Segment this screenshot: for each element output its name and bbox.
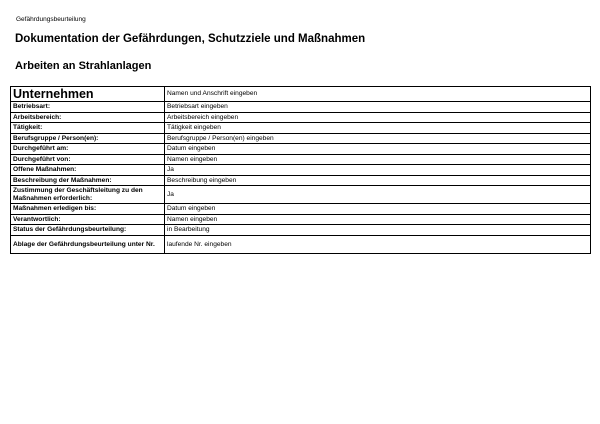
row-label: Ablage der Gefährdungsbeurteilung unter Nr.: [11, 235, 165, 253]
table-row: [11, 123, 591, 134]
table-row: [11, 186, 591, 204]
row-label: Durchgeführt am:: [11, 144, 165, 155]
company-value-field[interactable]: Namen und Anschrift eingeben: [165, 87, 591, 102]
row-value-field[interactable]: Datum eingeben: [165, 144, 591, 155]
row-label: Durchgeführt von:: [11, 154, 165, 165]
row-label: Berufsgruppe / Person(en):: [11, 133, 165, 144]
row-value-field[interactable]: Namen eingeben: [165, 154, 591, 165]
table-row: [11, 214, 591, 225]
row-value-field[interactable]: Datum eingeben: [165, 204, 591, 215]
row-label: Arbeitsbereich:: [11, 112, 165, 123]
row-label: Tätigkeit:: [11, 123, 165, 134]
table-row: [11, 133, 591, 144]
table-header-row: [11, 87, 591, 102]
row-value-field[interactable]: Berufsgruppe / Person(en) eingeben: [165, 133, 591, 144]
table-row: [11, 235, 591, 253]
row-value-field[interactable]: Tätigkeit eingeben: [165, 123, 591, 134]
row-value-field[interactable]: Beschreibung eingeben: [165, 175, 591, 186]
table-row: [11, 165, 591, 176]
row-value-field[interactable]: Namen eingeben: [165, 214, 591, 225]
row-label: Verantwortlich:: [11, 214, 165, 225]
table-row: [11, 175, 591, 186]
row-value-field[interactable]: Ja: [165, 186, 591, 204]
row-value-field[interactable]: Betriebsart eingeben: [165, 102, 591, 113]
table-row: [11, 204, 591, 215]
company-heading: Unternehmen: [11, 87, 165, 102]
table-row: [11, 154, 591, 165]
row-label: Zustimmung der Geschäftsleitung zu den Maßnahmen erforderlich:: [11, 186, 165, 204]
table-row: [11, 225, 591, 236]
row-value-field[interactable]: Arbeitsbereich eingeben: [165, 112, 591, 123]
row-value-field[interactable]: in Bearbeitung: [165, 225, 591, 236]
document-title: Dokumentation der Gefährdungen, Schutzziele und Maßnahmen: [15, 33, 366, 45]
table-row: [11, 102, 591, 113]
row-label: Beschreibung der Maßnahmen:: [11, 175, 165, 186]
table-row: [11, 144, 591, 155]
table-row: [11, 112, 591, 123]
row-label: Offene Maßnahmen:: [11, 165, 165, 176]
row-value-field[interactable]: laufende Nr. eingeben: [165, 235, 591, 253]
row-label: Status der Gefährdungsbeurteilung:: [11, 225, 165, 236]
row-label: Betriebsart:: [11, 102, 165, 113]
row-label: Maßnahmen erledigen bis:: [11, 204, 165, 215]
row-value-field[interactable]: Ja: [165, 165, 591, 176]
document-header: Gefährdungsbeurteilung: [16, 16, 86, 23]
company-info-table: [10, 86, 591, 254]
document-subtitle: Arbeiten an Strahlanlagen: [15, 60, 152, 72]
